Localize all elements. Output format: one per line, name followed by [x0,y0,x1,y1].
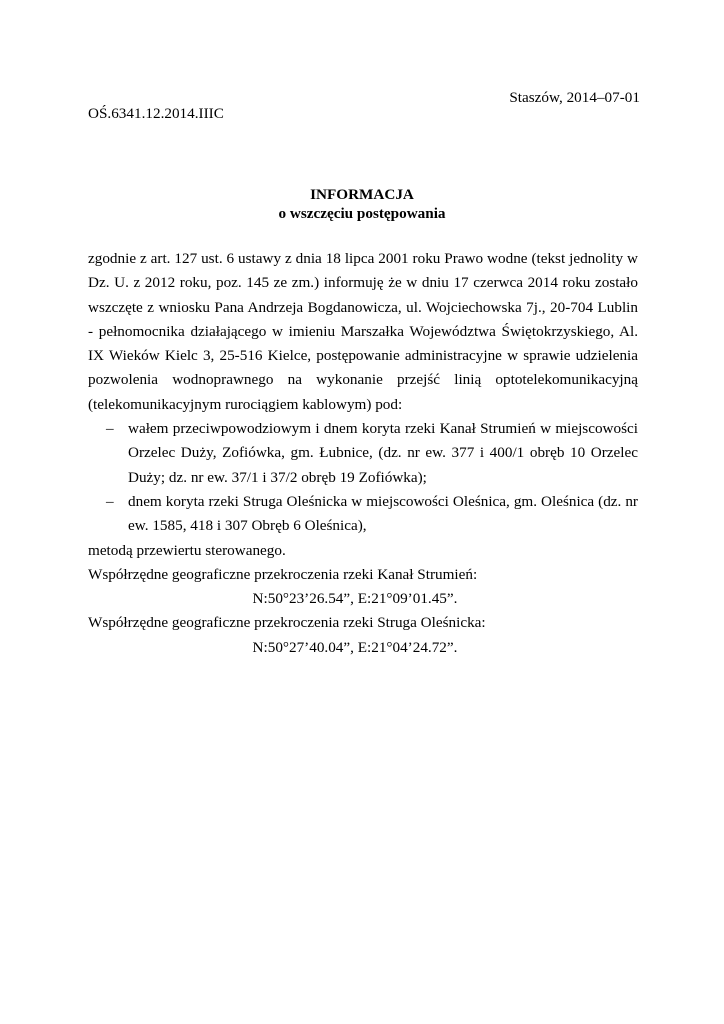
list-item [88,417,638,490]
case-reference-number: OŚ.6341.12.2014.IIIC [88,105,224,122]
list-item-text: wałem przeciwpowodziowym i dnem koryta rzeki Kanał Strumień w miejscowości Orzelec Duży, Zofiówka, gm. Łubnice, (dz. nr ew. 377 i 400/1 obręb 10 Orzelec Duży; dz. nr ew. 37/1 i 37/2 obręb 19 Zofiówka); [128,420,638,486]
crossing-list [88,417,638,538]
document-title [0,185,724,223]
title-heading: INFORMACJA [310,186,414,203]
list-item-text: dnem koryta rzeki Struga Oleśnicka w miejscowości Oleśnica, gm. Oleśnica (dz. nr ew. 1585, 418 i 307 Obręb 6 Oleśnica), [128,492,638,535]
dash-bullet-icon: – [106,420,114,438]
coordinates-value-2: N:50°27’40.04”, E:21°04’24.72”. [252,638,458,656]
coordinates-value-1: N:50°23’26.54”, E:21°09’01.45”. [252,590,458,608]
list-item [88,490,638,539]
document-body [88,247,638,660]
title-subheading: o wszczęciu postępowania [278,205,446,222]
intro-paragraph: zgodnie z art. 127 ust. 6 ustawy z dnia 18 lipca 2001 roku Prawo wodne (tekst jednolity w Dz. U. z 2012 roku, poz. 145 ze zm.) informuję że w dniu 17 czerwca 2014 roku zostało wszczęte z wniosku Pana Andrzeja Bogdanowicza, ul. Wojciechowska 7j., 20-704 Lublin - pełnomocnika działającego w imieniu Marszałka Województwa Świętokrzyskiego, Al. IX Wieków Kielc 3, 25-516 Kielce, postępowanie administracyjne w sprawie udzielenia pozwolenia wodnoprawnego na wykonanie przejść linią optotelekomunikacyjną (telekomunikacyjnym rurociągiem kablowym) pod: [88,250,638,413]
dash-bullet-icon: – [106,492,114,510]
method-line: metodą przewiertu sterowanego. [88,541,286,559]
place-and-date: Staszów, 2014–07-01 [509,89,640,106]
coordinates-label-2: Współrzędne geograficzne przekroczenia rzeki Struga Oleśnicka: [88,614,486,632]
coordinates-label-1: Współrzędne geograficzne przekroczenia rzeki Kanał Strumień: [88,565,478,583]
